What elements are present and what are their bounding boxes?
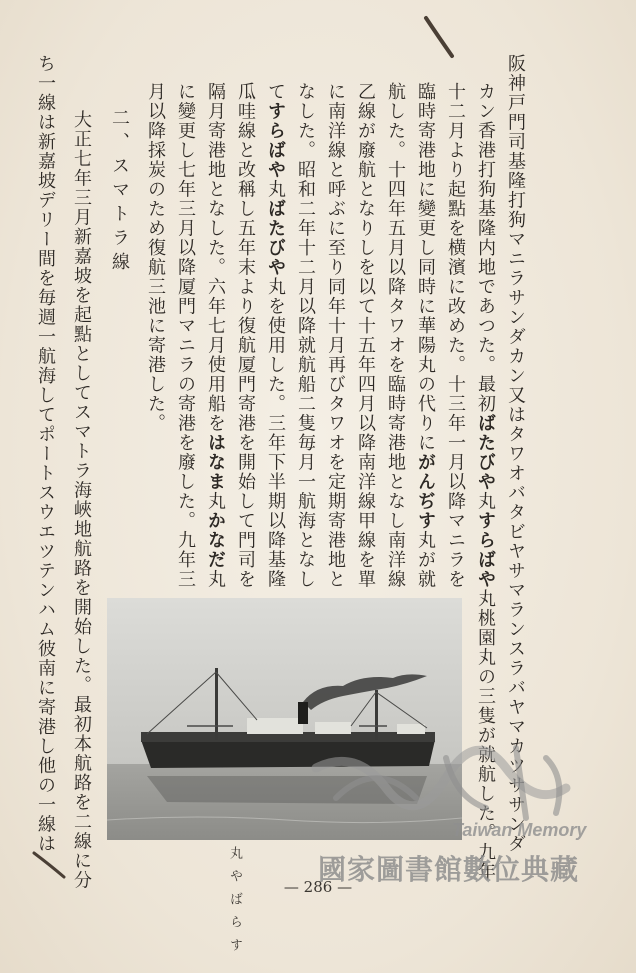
text-column-4: 臨時寄港地に變更し同時に華陽丸の代りにがんぢす丸が就 [415, 82, 436, 589]
text-column-7: に南洋線と呼ぶに至り同年十月再びタワオを定期寄港地と [325, 82, 346, 589]
text-column-12: に變更し七年三月以降厦門マニラの寄港を廢した。九年三 [175, 82, 196, 589]
ship-photograph [107, 598, 462, 840]
section-heading: 二、スマトラ線 [109, 108, 130, 276]
text-column-2: カン香港打狗基隆内地であつた。最初ばたびや丸すらばや丸桃園丸の三隻が就航した。九年 [475, 82, 496, 882]
paper-scratch-top [420, 14, 460, 62]
text-column-8: なした。昭和二年十二月以降就航船二隻毎月一航海となし [295, 82, 316, 589]
text-column-16: ち一線は新嘉坡デリー間を毎週一航海してポートスウエツテンハム彼南に寄港し他の一線は [35, 54, 56, 854]
text-column-13: 月以降採炭のため復航三池に寄港した。 [145, 82, 166, 433]
photo-caption: 丸やばらす [227, 846, 242, 961]
text-column-1: 阪神戸門司基隆打狗マニラサンダカン又はタワオバタビヤサマランスラバヤマカツササンダ [505, 54, 526, 854]
page-number: — 286 — [283, 878, 353, 896]
watermark-english: Taiwan Memory [452, 820, 587, 840]
text-column-15: 大正七年三月新嘉坡を起點としてスマトラ海峽地航路を開始した。最初本航路を二線に分 [71, 110, 92, 890]
steamship-image [107, 598, 462, 840]
text-column-10: 瓜哇線と改稱し五年末より復航厦門寄港を開始して門司を [235, 82, 256, 589]
text-column-11: 隔月寄港地となした。六年七月使用船をはなま丸かなだ丸 [205, 82, 226, 589]
text-column-3: 十二月より起點を横濱に改めた。十三年一月以降マニラを [445, 82, 466, 589]
watermark-chinese: 國家圖書館數位典藏 [318, 853, 580, 886]
text-column-5: 航した。十四年五月以降タワオを臨時寄港地となし南洋線 [385, 82, 406, 589]
text-column-9: てすらばや丸ばたびや丸を使用した。三年下半期以降基隆 [265, 82, 286, 589]
text-column-6: 乙線が廢航となりしを以て十五年四月以降南洋線甲線を單 [355, 82, 376, 589]
